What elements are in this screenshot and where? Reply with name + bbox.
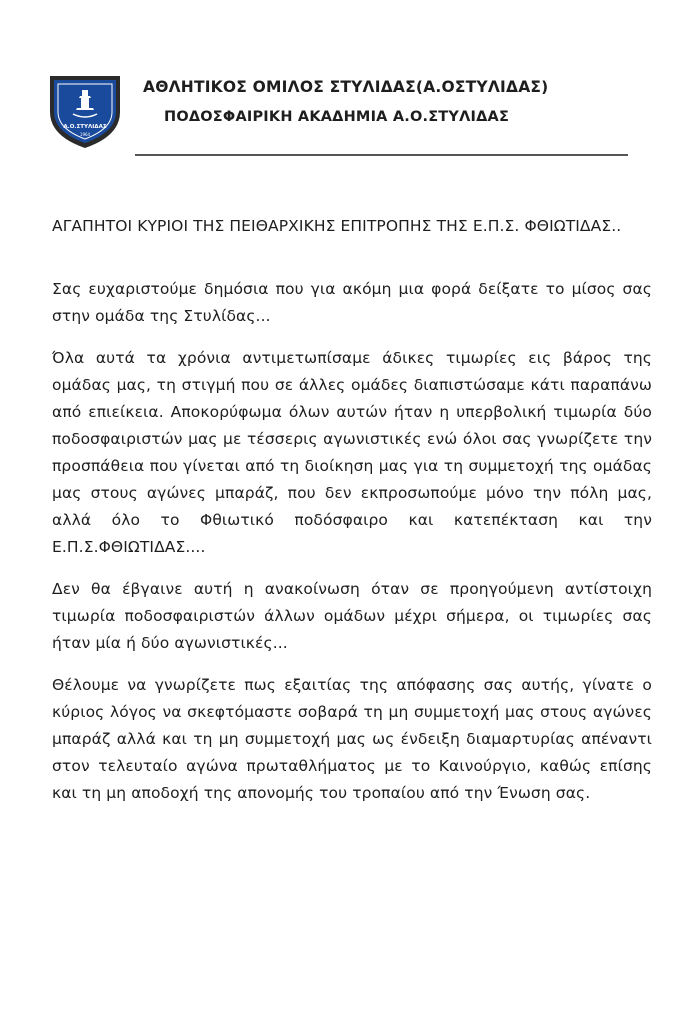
paragraph-protest: Θέλουμε να γνωρίζετε πως εξαιτίας της απόφασης σας αυτής, γίνατε ο κύριος λόγος να σκεφτόμαστε σοβαρά τη μη συμμετοχή μας στους αγώνες μπαράζ αλλά και τη μη συμμετοχή μας ως ένδειξη διαμαρτυρίας απέναντι στον τελευταίο αγώνα πρωταθλήματος με το Καινούργιο, καθώς επίσης και τη μη αποδοχή της απονομής του τροπαίου από την Ένωση σας. [52, 676, 652, 802]
paragraph-announcement: Δεν θα έβγαινε αυτή η ανακοίνωση όταν σε προηγούμενη αντίστοιχη τιμωρία ποδοσφαιριστών άλλων ομάδων μέχρι σήμερα, οι τιμωρίες σας ήταν μία ή δύο αγωνιστικές... [52, 580, 652, 652]
paragraph-penalties: Όλα αυτά τα χρόνια αντιμετωπίσαμε άδικες τιμωρίες εις βάρος της ομάδας μας, τη στιγμή που σε άλλες ομάδες διαπιστώσαμε κάτι παραπάνω από επιείκεια. Αποκορύφωμα όλων αυτών ήταν η υπερβολική τιμωρία δύο ποδοσφαιριστών μας με τέσσερις αγωνιστικές ενώ όλοι σας γνωρίζετε την προσπάθεια που γίνεται από τη διοίκηση μας για τη συμμετοχή της ομάδας μας στους αγώνες μπαράζ, που δεν εκπροσωπούμε μόνο την πόλη μας, αλλά όλο το Φθιωτικό ποδόσφαιρο και κατεπέκταση και την Ε.Π.Σ.ΦΘΙΩΤΙΔΑΣ.... [52, 349, 652, 556]
academy-name: ΠΟΔΟΣΦΑΙΡΙΚΗ ΑΚΑΔΗΜΙΑ Α.Ο.ΣΤΥΛΙΔΑΣ [164, 109, 510, 125]
crest-text: Α.Ο.ΣΤΥΛΙΔΑΣ [63, 124, 107, 130]
paragraph-thanks: Σας ευχαριστούμε δημόσια που για ακόμη μια φορά δείξατε το μίσος σας στην ομάδα της Στυλίδας... [52, 280, 652, 325]
salutation: ΑΓΑΠΗΤΟΙ ΚΥΡΙΟΙ ΤΗΣ ΠΕΙΘΑΡΧΙΚΗΣ ΕΠΙΤΡΟΠΗΣ ΤΗΣ Ε.Π.Σ. ΦΘΙΩΤΙΔΑΣ.. [52, 217, 622, 235]
header-divider [135, 154, 628, 156]
letter-body [52, 212, 652, 822]
crest-year: 1964 [79, 132, 91, 137]
letterhead [0, 0, 681, 160]
club-name: ΑΘΛΗΤΙΚΟΣ ΟΜΙΛΟΣ ΣΤΥΛΙΔΑΣ(Α.ΟΣΤΥΛΙΔΑΣ) [143, 78, 549, 96]
club-crest-icon [46, 72, 124, 150]
